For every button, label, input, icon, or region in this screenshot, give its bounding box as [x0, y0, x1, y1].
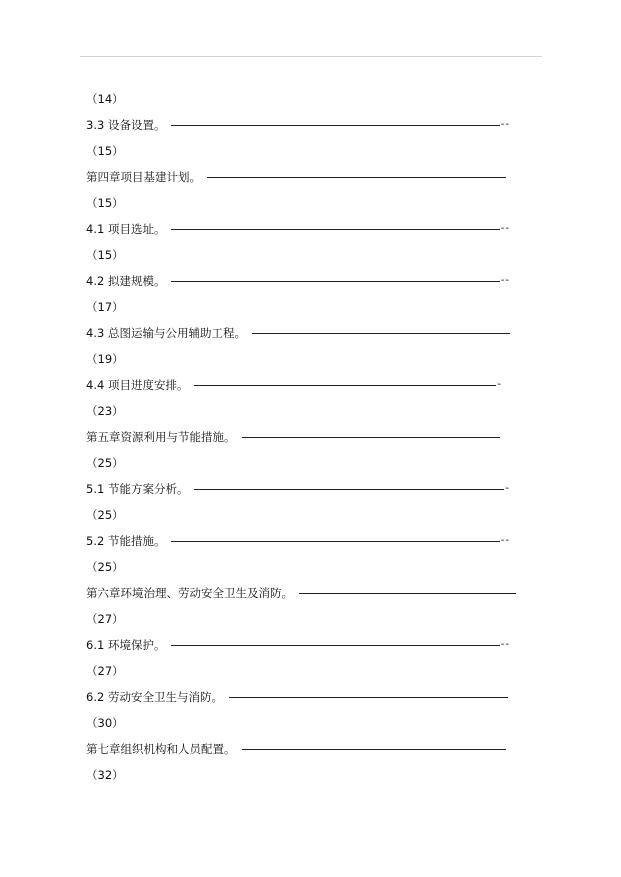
toc-leader-line [242, 437, 501, 438]
toc-page-number: （23） [86, 404, 124, 418]
toc-entry-title: 4.1 项目选址。 [86, 222, 166, 236]
toc-entry-title: 第六章环境治理、劳动安全卫生及消防。 [86, 586, 293, 600]
toc-title-line [86, 372, 502, 398]
toc-page-number: （17） [86, 300, 124, 314]
toc-page-number-line [86, 554, 516, 580]
toc-entry [86, 632, 516, 684]
toc-page-number-line [86, 762, 516, 788]
toc-title-line [86, 476, 510, 502]
toc-leader-line [171, 125, 499, 126]
toc-entry-title: 5.1 节能方案分析。 [86, 482, 189, 496]
toc-page-number: （14） [86, 92, 124, 106]
toc-leader-tail: -- [500, 535, 510, 546]
toc-entry [86, 424, 516, 476]
toc-page-number: （15） [86, 248, 124, 262]
toc-title-line [86, 112, 510, 138]
toc-leader-line [229, 697, 508, 698]
toc-title-line [86, 424, 500, 450]
toc-leader-tail: -- [500, 275, 510, 286]
toc-leader-line [171, 229, 499, 230]
toc-page-number-line [86, 606, 516, 632]
toc-title-line [86, 528, 510, 554]
toc-entry [86, 86, 516, 112]
toc-entry-title: 4.4 项目进度安排。 [86, 378, 189, 392]
toc-page-number: （27） [86, 612, 124, 626]
toc-page-number-line [86, 710, 516, 736]
toc-entry [86, 164, 516, 216]
toc-leader-tail: - [497, 379, 502, 390]
toc-entry-title: 3.3 设备设置。 [86, 118, 166, 132]
toc-page-number-line [86, 346, 516, 372]
toc-leader-line [194, 385, 496, 386]
toc-entry [86, 268, 516, 320]
toc-page-number-line [86, 86, 516, 112]
toc-entry-title: 第五章资源利用与节能措施。 [86, 430, 236, 444]
toc-page-number-line [86, 242, 516, 268]
toc-leader-line [171, 541, 499, 542]
toc-entry [86, 216, 516, 268]
toc-leader-line [207, 177, 506, 178]
toc-entry-title: 第七章组织机构和人员配置。 [86, 742, 236, 756]
toc-page-number-line [86, 138, 516, 164]
toc-entry [86, 112, 516, 164]
toc-entry [86, 476, 516, 528]
toc-leader-tail: -- [500, 639, 510, 650]
toc-leader-tail: -- [500, 223, 510, 234]
toc-page-number: （25） [86, 508, 124, 522]
toc-title-line [86, 216, 510, 242]
page-header-rule [80, 56, 542, 57]
toc-page-number-line [86, 450, 516, 476]
toc-page-number: （30） [86, 716, 124, 730]
toc-page-number: （15） [86, 196, 124, 210]
toc-page-number: （27） [86, 664, 124, 678]
toc-entry [86, 684, 516, 736]
toc-entry [86, 372, 516, 424]
table-of-contents [86, 86, 516, 788]
toc-title-line [86, 736, 506, 762]
toc-entry-title: 4.2 拟建规模。 [86, 274, 166, 288]
toc-page-number: （19） [86, 352, 124, 366]
toc-entry-title: 6.1 环境保护。 [86, 638, 166, 652]
toc-title-line [86, 164, 506, 190]
toc-leader-line [242, 749, 507, 750]
toc-entry-title: 6.2 劳动安全卫生与消防。 [86, 690, 223, 704]
toc-title-line [86, 632, 510, 658]
toc-entry-title: 5.2 节能措施。 [86, 534, 166, 548]
toc-entry-title: 4.3 总图运输与公用辅助工程。 [86, 326, 246, 340]
toc-entry [86, 736, 516, 788]
toc-entry [86, 320, 516, 372]
toc-entry [86, 580, 516, 632]
toc-leader-line [171, 645, 499, 646]
toc-page-number: （32） [86, 768, 124, 782]
toc-page-number: （15） [86, 144, 124, 158]
toc-entry-title: 第四章项目基建计划。 [86, 170, 201, 184]
toc-leader-line [252, 333, 510, 334]
toc-entry [86, 528, 516, 580]
toc-title-line [86, 268, 510, 294]
toc-page-number-line [86, 294, 516, 320]
toc-title-line [86, 320, 510, 346]
toc-leader-line [194, 489, 504, 490]
toc-page-number-line [86, 658, 516, 684]
toc-page-number: （25） [86, 560, 124, 574]
toc-leader-tail: - [505, 483, 510, 494]
toc-title-line [86, 684, 508, 710]
toc-leader-line [171, 281, 499, 282]
toc-page-number-line [86, 502, 516, 528]
toc-leader-line [299, 593, 516, 594]
toc-page-number-line [86, 190, 516, 216]
toc-leader-tail: -- [500, 119, 510, 130]
toc-page-number: （25） [86, 456, 124, 470]
toc-title-line [86, 580, 516, 606]
toc-page-number-line [86, 398, 516, 424]
